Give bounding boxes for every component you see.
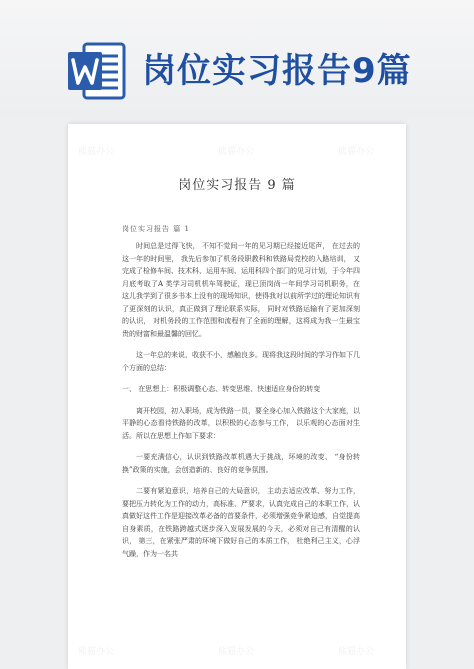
section-heading: 一、 在思想上：积极调整心态、转变思维、快速适应身份的转变	[122, 385, 321, 393]
document-title: 岗位实习报告 9 篇	[178, 178, 296, 193]
watermark: 熊猫办公	[218, 647, 255, 657]
header-banner	[0, 0, 474, 118]
section-label: 岗位实习报告 篇 1	[122, 225, 190, 233]
watermark: 熊猫办公	[338, 147, 375, 157]
paragraph: 这一年总的来说，收获不小，感触良多。现将我这段时间的学习作如下几个方面的总结：	[122, 351, 360, 372]
watermark: 熊猫办公	[78, 147, 115, 157]
document-page	[68, 124, 406, 669]
watermark: 熊猫办公	[218, 147, 255, 157]
word-document-icon	[66, 40, 128, 102]
paragraph: 二要有紧迫意识，培养自己的大局意识， 主动去适应改革、努力工作， 要把压力转化为工作的动力，高标准、严要求，认真完成自己的本职工作，认真做好这件工作是迎接改革必备的首要条件，必须增强竞争紧迫感，自觉提高自身素质，在铁路跨越式逐步深入发展发展的今天，必须对自己有清醒的认识， 第三，在紧张严肃的环境下做好自己的本质工作， 杜绝利己主义，心浮气躁，作为一名共	[122, 487, 360, 558]
watermark: 熊猫办公	[338, 647, 375, 657]
document-body	[122, 240, 360, 569]
watermark: 熊猫办公	[78, 647, 115, 657]
paragraph: 一要充满信心，认识到铁路改革机遇大于挑战，环境的改变、 “身份转换”政策的实施，会创造新的、良好的竞争氛围。	[122, 453, 360, 474]
paragraph: 时间总是过得飞快， 不知不觉间一年的见习期已经接近尾声， 在过去的这一年的时间里， 我先后参加了机务段职教科和铁路局党校的入路培训， 又完成了检修车间、技术科、运用车间、运用科四个部门的见习计划，于今年四月底考取了A 类学习司机机车驾驶证，现已顶岗尚一年间学习司机职务，在这儿我学到了很多书本上没有的现场知识，使得我对以前所学过的理论知识有了更深刻的认识，真正做到了理论联系实际， 同时对铁路运输有了更加深刻的认识， 对机务段的工作范围和流程有了全面的理解，这将成为我一生最宝贵的财富和最温馨的回忆。	[122, 242, 360, 338]
banner-title: 岗位实习报告9篇	[142, 51, 412, 91]
paragraph: 离开校园，初入职场，成为铁路一员，要全身心加入铁路这个大家庭，以平静的心态看待铁路的改革，以积极的心态参与工作， 以乐观的心态面对生活。所以在思想上作如下要求：	[122, 406, 360, 440]
